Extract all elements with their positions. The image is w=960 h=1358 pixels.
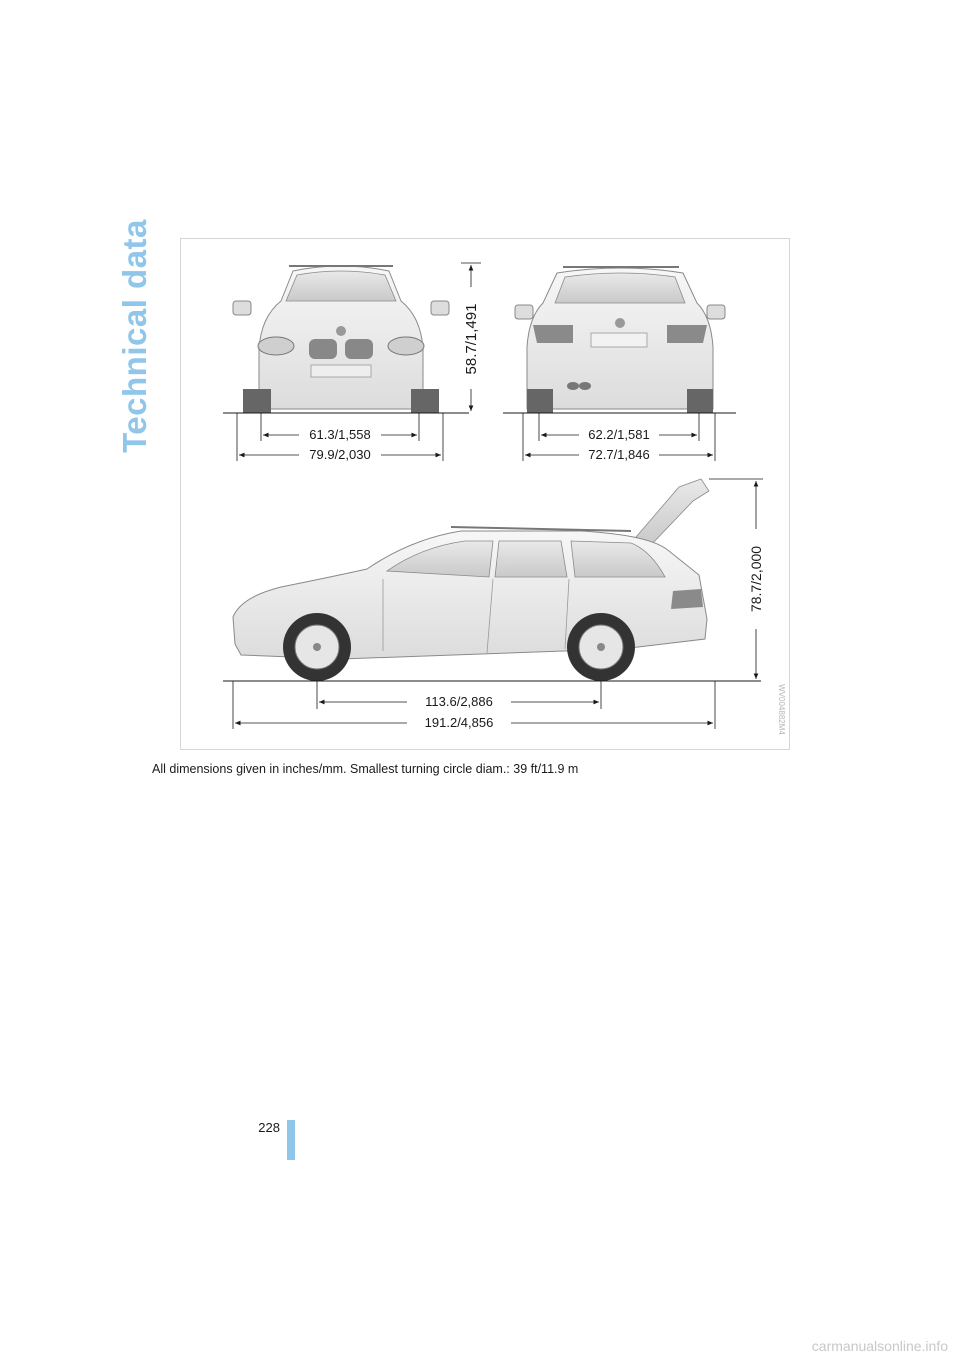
- length-label: 191.2/4,856: [424, 715, 494, 730]
- wheelbase-label: 113.6/2,886: [425, 694, 493, 709]
- section-title: [113, 219, 157, 453]
- watermark: carmanualsonline.info: [811, 1338, 948, 1354]
- figure-code-text: WV004882M4: [776, 683, 786, 735]
- vehicle-dimension-drawing: [181, 239, 791, 751]
- front-view: [233, 266, 449, 413]
- figure-code: [771, 679, 791, 739]
- page-number-bar: [287, 1120, 295, 1160]
- dimensions-figure: [180, 238, 790, 750]
- tailgate-height-label: 78.7/2,000: [748, 545, 764, 613]
- front-track-label: 61.3/1,558: [309, 427, 371, 442]
- rear-width-label: 72.7/1,846: [588, 447, 650, 462]
- section-title-text: Technical data: [116, 219, 154, 453]
- front-height-label: 58.7/1,491: [463, 303, 480, 375]
- rear-view: [515, 267, 725, 413]
- rear-track-label: 62.2/1,581: [588, 427, 650, 442]
- front-width-label: 79.9/2,030: [309, 447, 371, 462]
- page-number: 228: [258, 1120, 280, 1135]
- side-view: [233, 479, 709, 681]
- figure-caption: All dimensions given in inches/mm. Smallest turning circle diam.: 39 ft/11.9 m: [152, 762, 579, 776]
